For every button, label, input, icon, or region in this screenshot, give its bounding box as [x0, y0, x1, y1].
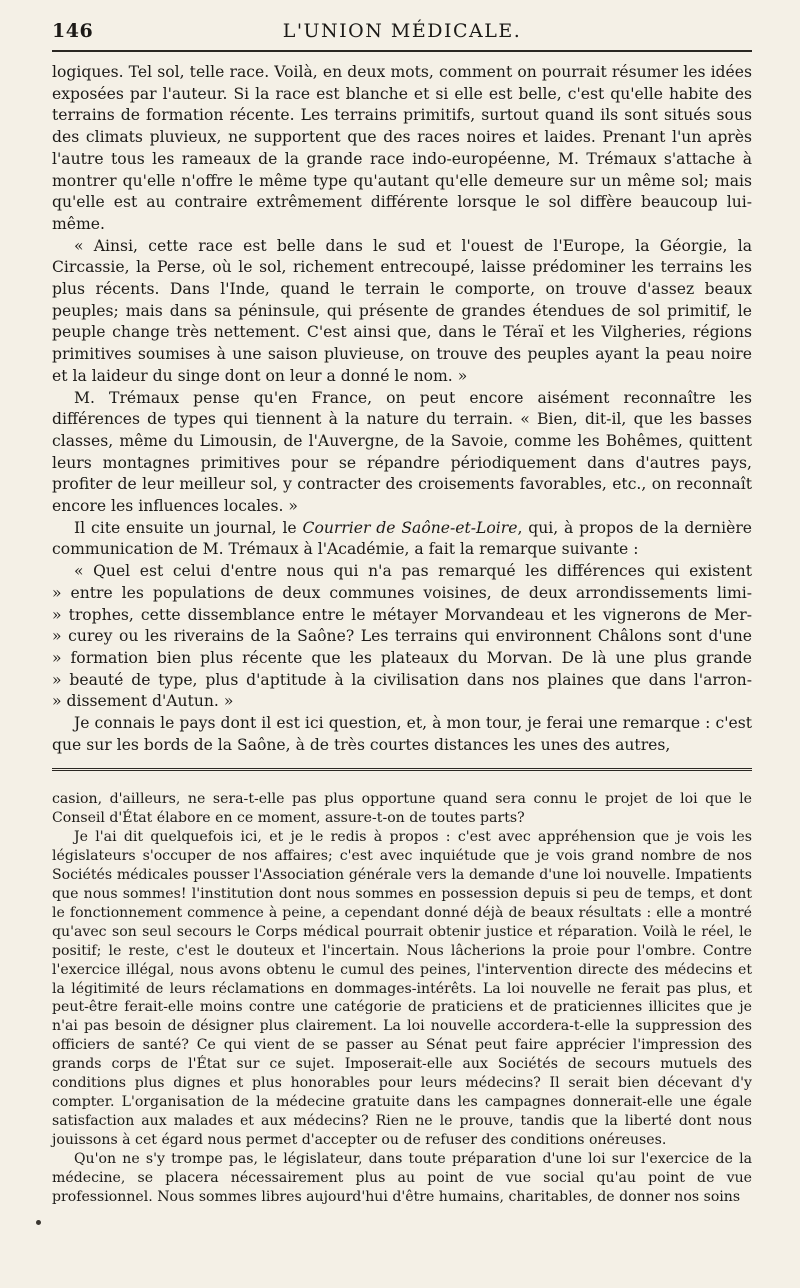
page-number: 146 — [52, 20, 94, 42]
article-paragraph-5: Je connais le pays dont il est ici question, et, à mon tour, je ferai une remarque : c'est que sur les bords de la Saône, à de très courtes distances les unes des autres, — [52, 714, 752, 754]
p4-text-after: , qui, à propos de la dernière communication de M. Trémaux à l'Académie, a fait la remarque suivante : — [52, 518, 752, 559]
feuilleton-separator — [52, 768, 752, 771]
quote-line: » beauté de type, plus d'aptitude à la civilisation dans nos plaines que dans l'arron- — [52, 670, 752, 689]
quote-line: » dissement d'Autun. » — [52, 692, 234, 711]
quote-line: « Quel est celui d'entre nous qui n'a pas remarqué les différences qui existent — [74, 562, 752, 581]
p4-text-before: Il cite ensuite un journal, le — [74, 518, 303, 537]
quote-line: » formation bien plus récente que les plateaux du Morvan. De là une plus grande — [52, 648, 752, 667]
newspaper-title: Courrier de Saône-et-Loire — [302, 518, 518, 537]
newspaper-quote — [52, 561, 752, 713]
article-paragraph-1: logiques. Tel sol, telle race. Voilà, en deux mots, comment on pourrait résumer les idées exposées par l'auteur. Si la race est blanche et si elle est belle, c'est qu'elle habite des terrains de formation récente. Les terrains primitifs, surtout quand ils sont situés sous des climats pluvieux, ne supportent que des races noires et laides. Prenant l'un après l'autre tous les rameaux de la grande race indo-européenne, M. Trémaux s'attache à montrer qu'elle n'offre le même type qu'autant qu'elle demeure sur un même sol; mais qu'elle est au contraire extrêmement différente lorsque le sol diffère beaucoup lui-même. — [52, 63, 752, 233]
feuilleton-paragraph-3: Qu'on ne s'y trompe pas, le législateur, dans toute préparation d'une loi sur l'exercice de la médecine, se placera nécessairement plus au point de vue social qu'au point de vue professionnel. Nous sommes libres aujourd'hui d'être humains, charitables, de donner nos soins — [52, 1151, 752, 1206]
article-paragraph-2: « Ainsi, cette race est belle dans le sud et l'ouest de l'Europe, la Géorgie, la Circassie, la Perse, où le sol, richement entrecoupé, laisse prédominer les terrains les plus récents. Dans l'Inde, quand le terrain le comporte, on trouve d'assez beaux peuples; mais dans sa péninsule, qui présente de grandes étendues de sol primitif, le peuple change très nettement. C'est ainsi que, dans le Téraï et les Vilgheries, régions primitives soumises à une saison pluvieuse, on trouve des peuples ayant la peau noire et la laideur du singe dont on leur a donné le nom. » — [52, 236, 752, 385]
header-rule — [52, 50, 752, 52]
margin-mark — [36, 1220, 41, 1225]
quote-line: » trophes, cette dissemblance entre le métayer Morvandeau et les vignerons de Mer- — [52, 605, 752, 624]
feuilleton-body — [52, 790, 752, 1207]
feuilleton-paragraph-2: Je l'ai dit quelquefois ici, et je le redis à propos : c'est avec appréhension que je vois les législateurs s'occuper de nos affaires; c'est avec inquiétude que je vois grand nombre de nos Sociétés médicales pousser l'Association générale vers la demande d'une loi nouvelle. Impatients que nous sommes! l'institution dont nous sommes en possession depuis si peu de temps, et dont le fonctionnement commence à peine, a cependant donné déjà de beaux résultats : elle a montré qu'avec son seul secours le Corps médical pourrait obtenir justice et réparation. Voilà le réel, le positif; le reste, c'est le douteux et l'incertain. Nous lâcherions la proie pour l'ombre. Contre l'exercice illégal, nous avons obtenu le cumul des peines, l'intervention directe des médecins et la légitimité de leurs réclamations en dommages-intérêts. La loi nouvelle ne ferait pas plus, et peut-être ferait-elle moins contre une catégorie de praticiens et de praticiennes illicites que je n'ai pas besoin de désigner plus clairement. La loi nouvelle accordera-t-elle la suppression des officiers de santé? Ce qui vient de se passer au Sénat peut faire apprécier l'impression des grands corps de l'État sur ce sujet. Imposerait-elle aux Sociétés de secours mutuels des conditions plus dignes et plus honorables pour leurs médecins? Il serait bien décevant d'y compter. L'organisation de la médecine gratuite dans les campagnes donnerait-elle une égale satisfaction aux malades et aux médecins? Rien ne le prouve, tandis que la liberté dont nous jouissons à cet égard nous permet d'accepter ou de refuser des conditions onéreuses. — [52, 828, 752, 1149]
article-paragraph-4 — [52, 518, 752, 561]
journal-title: L'UNION MÉDICALE. — [282, 20, 522, 42]
quote-line: » curey ou les riverains de la Saône? Les terrains qui environnent Châlons sont d'une — [52, 627, 752, 646]
feuilleton-paragraph-1: casion, d'ailleurs, ne sera-t-elle pas plus opportune quand sera connu le projet de loi que le Conseil d'État élabore en ce moment, assure-t-on de toutes parts? — [52, 791, 752, 826]
article-paragraph-3: M. Trémaux pense qu'en France, on peut encore aisément reconnaître les différences de types qui tiennent à la nature du terrain. « Bien, dit-il, que les basses classes, même du Limousin, de l'Auvergne, de la Savoie, comme les Bohêmes, quittent leurs montagnes primitives pour se répandre périodiquement dans d'autres pays, profiter de leur meilleur sol, y contracter des croisements favorables, etc., on reconnaît encore les influences locales. » — [52, 388, 752, 516]
article-body — [52, 62, 752, 757]
running-head — [52, 18, 752, 48]
quote-line: » entre les populations de deux communes voisines, de deux arrondissements limi- — [52, 583, 752, 602]
